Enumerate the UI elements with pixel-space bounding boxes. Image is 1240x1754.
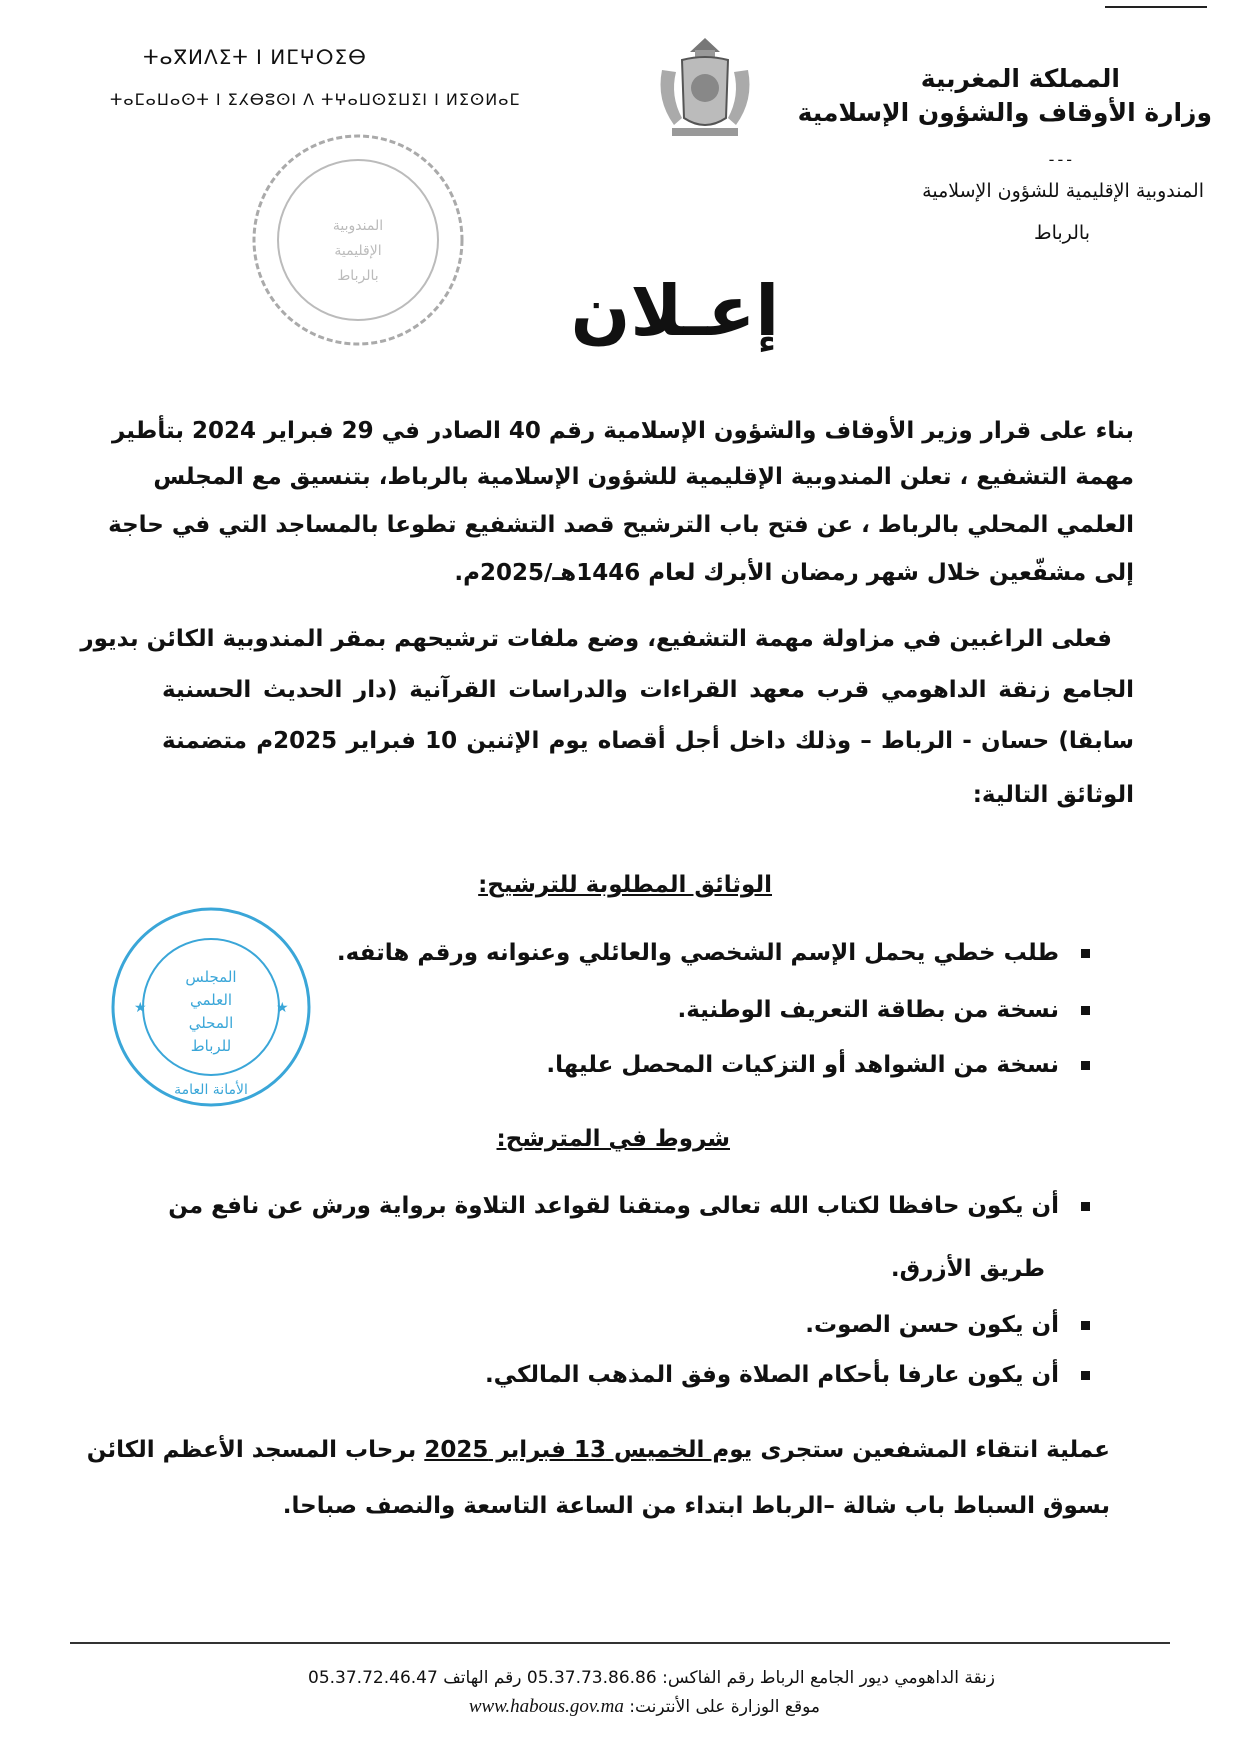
paragraph1-line: إلى مشفّعين خلال شهر رمضان الأبرك لعام 1446هـ/2025م. — [454, 560, 1134, 586]
condition-item: أن يكون حافظا لكتاب الله تعالى ومتقنا لقواعد التلاوة برواية ورش عن نافع من — [168, 1193, 1090, 1219]
svg-text:للرباط: للرباط — [190, 1037, 232, 1055]
paragraph1-line: بناء على قرار وزير الأوقاف والشؤون الإسلامية رقم 40 الصادر في 29 فبراير 2024 بتأطير — [111, 418, 1134, 444]
official-stamp-gray — [248, 130, 468, 350]
selection-date: يوم الخميس 13 فبراير 2025 — [424, 1437, 753, 1463]
paragraph2-line: الوثائق التالية: — [972, 782, 1134, 808]
closing-line: بسوق السباط باب شالة –الرباط ابتداء من الساعة التاسعة والنصف صباحا. — [282, 1493, 1110, 1519]
document-item: طلب خطي يحمل الإسم الشخصي والعائلي وعنوانه ورقم هاتفه. — [337, 940, 1090, 966]
paragraph2-line: فعلى الراغبين في مزاولة مهمة التشفيع، وضع ملفات ترشيحهم بمقر المندوبية الكائن بديور — [80, 626, 1112, 652]
condition-item: أن يكون عارفا بأحكام الصلاة وفق المذهب المالكي. — [485, 1362, 1090, 1388]
paragraph2-line: الجامع زنقة الداهومي قرب معهد القراءات والدراسات القرآنية (دار الحديث الحسنية — [162, 677, 1134, 703]
bullet-icon — [1081, 1202, 1090, 1211]
svg-text:★: ★ — [276, 1000, 289, 1016]
delegation-title: المندوبية الإقليمية للشؤون الإسلامية — [922, 180, 1204, 202]
scan-edge-line — [1105, 6, 1207, 8]
bullet-icon — [1081, 1061, 1090, 1070]
bullet-icon — [1081, 949, 1090, 958]
royal-emblem — [650, 30, 760, 145]
paragraph2-line: سابقا) حسان - الرباط – وذلك داخل أجل أقصاه يوم الإثنين 10 فبراير 2025م متضمنة — [162, 728, 1134, 754]
svg-text:المجلس: المجلس — [185, 968, 237, 986]
tifinagh-kingdom: ⵜⴰⴳⵍⴷⵉⵜ ⵏ ⵍⵎⵖⵔⵉⴱ — [143, 45, 367, 69]
document-item: نسخة من بطاقة التعريف الوطنية. — [677, 997, 1090, 1023]
document-item: نسخة من الشواهد أو التزكيات المحصل عليها. — [546, 1052, 1090, 1078]
svg-text:★: ★ — [134, 1000, 147, 1016]
svg-text:المحلي: المحلي — [188, 1014, 234, 1032]
svg-text:الإقليمية: الإقليمية — [334, 243, 382, 259]
condition-item-continuation: طريق الأزرق. — [890, 1256, 1045, 1282]
footer-contact: زنقة الداهومي ديور الجامع الرباط رقم الفاكس: 05.37.73.86.86 رقم الهاتف 05.37.72.46.47 — [308, 1668, 995, 1688]
documents-heading: الوثائق المطلوبة للترشيح: — [478, 872, 772, 898]
bullet-icon — [1081, 1006, 1090, 1015]
bullet-icon — [1081, 1371, 1090, 1380]
conditions-heading: شروط في المترشح: — [496, 1126, 730, 1152]
header-separator: --- — [1048, 150, 1075, 169]
paragraph1-line: العلمي المحلي بالرباط ، عن فتح باب الترشيح قصد التشفيع تطوعا بالمساجد التي في حاجة — [108, 512, 1134, 538]
svg-text:بالرباط: بالرباط — [337, 268, 379, 284]
ministry-title: وزارة الأوقاف والشؤون الإسلامية — [797, 98, 1212, 127]
footer-web: موقع الوزارة على الأنترنت: www.habous.gov.ma — [468, 1696, 820, 1717]
svg-text:المندوبية: المندوبية — [332, 218, 384, 234]
website-link[interactable]: www.habous.gov.ma — [468, 1696, 624, 1717]
closing-line: عملية انتقاء المشفعين ستجرى يوم الخميس 13 فبراير 2025 برحاب المسجد الأعظم الكائن — [86, 1437, 1110, 1463]
condition-item: أن يكون حسن الصوت. — [805, 1312, 1090, 1338]
tifinagh-ministry: ⵜⴰⵎⴰⵡⴰⵙⵜ ⵏ ⵉⵃⴱⵓⵙⵏ ⴷ ⵜⵖⴰⵡⵙⵉⵡⵉⵏ ⵏ ⵍⵉⵙⵍⴰⵎ — [110, 90, 521, 109]
svg-text:الأمانة العامة: الأمانة العامة — [174, 1082, 248, 1098]
kingdom-title: المملكة المغربية — [920, 64, 1120, 93]
footer-divider — [70, 1642, 1170, 1644]
official-stamp-blue — [106, 902, 316, 1112]
delegation-city: بالرباط — [1034, 222, 1090, 244]
paragraph1-line: مهمة التشفيع ، تعلن المندوبية الإقليمية للشؤون الإسلامية بالرباط، بتنسيق مع المجلس — [153, 464, 1134, 490]
bullet-icon — [1081, 1321, 1090, 1330]
announcement-title: إعـلان — [570, 270, 780, 352]
svg-text:العلمي: العلمي — [189, 991, 233, 1009]
